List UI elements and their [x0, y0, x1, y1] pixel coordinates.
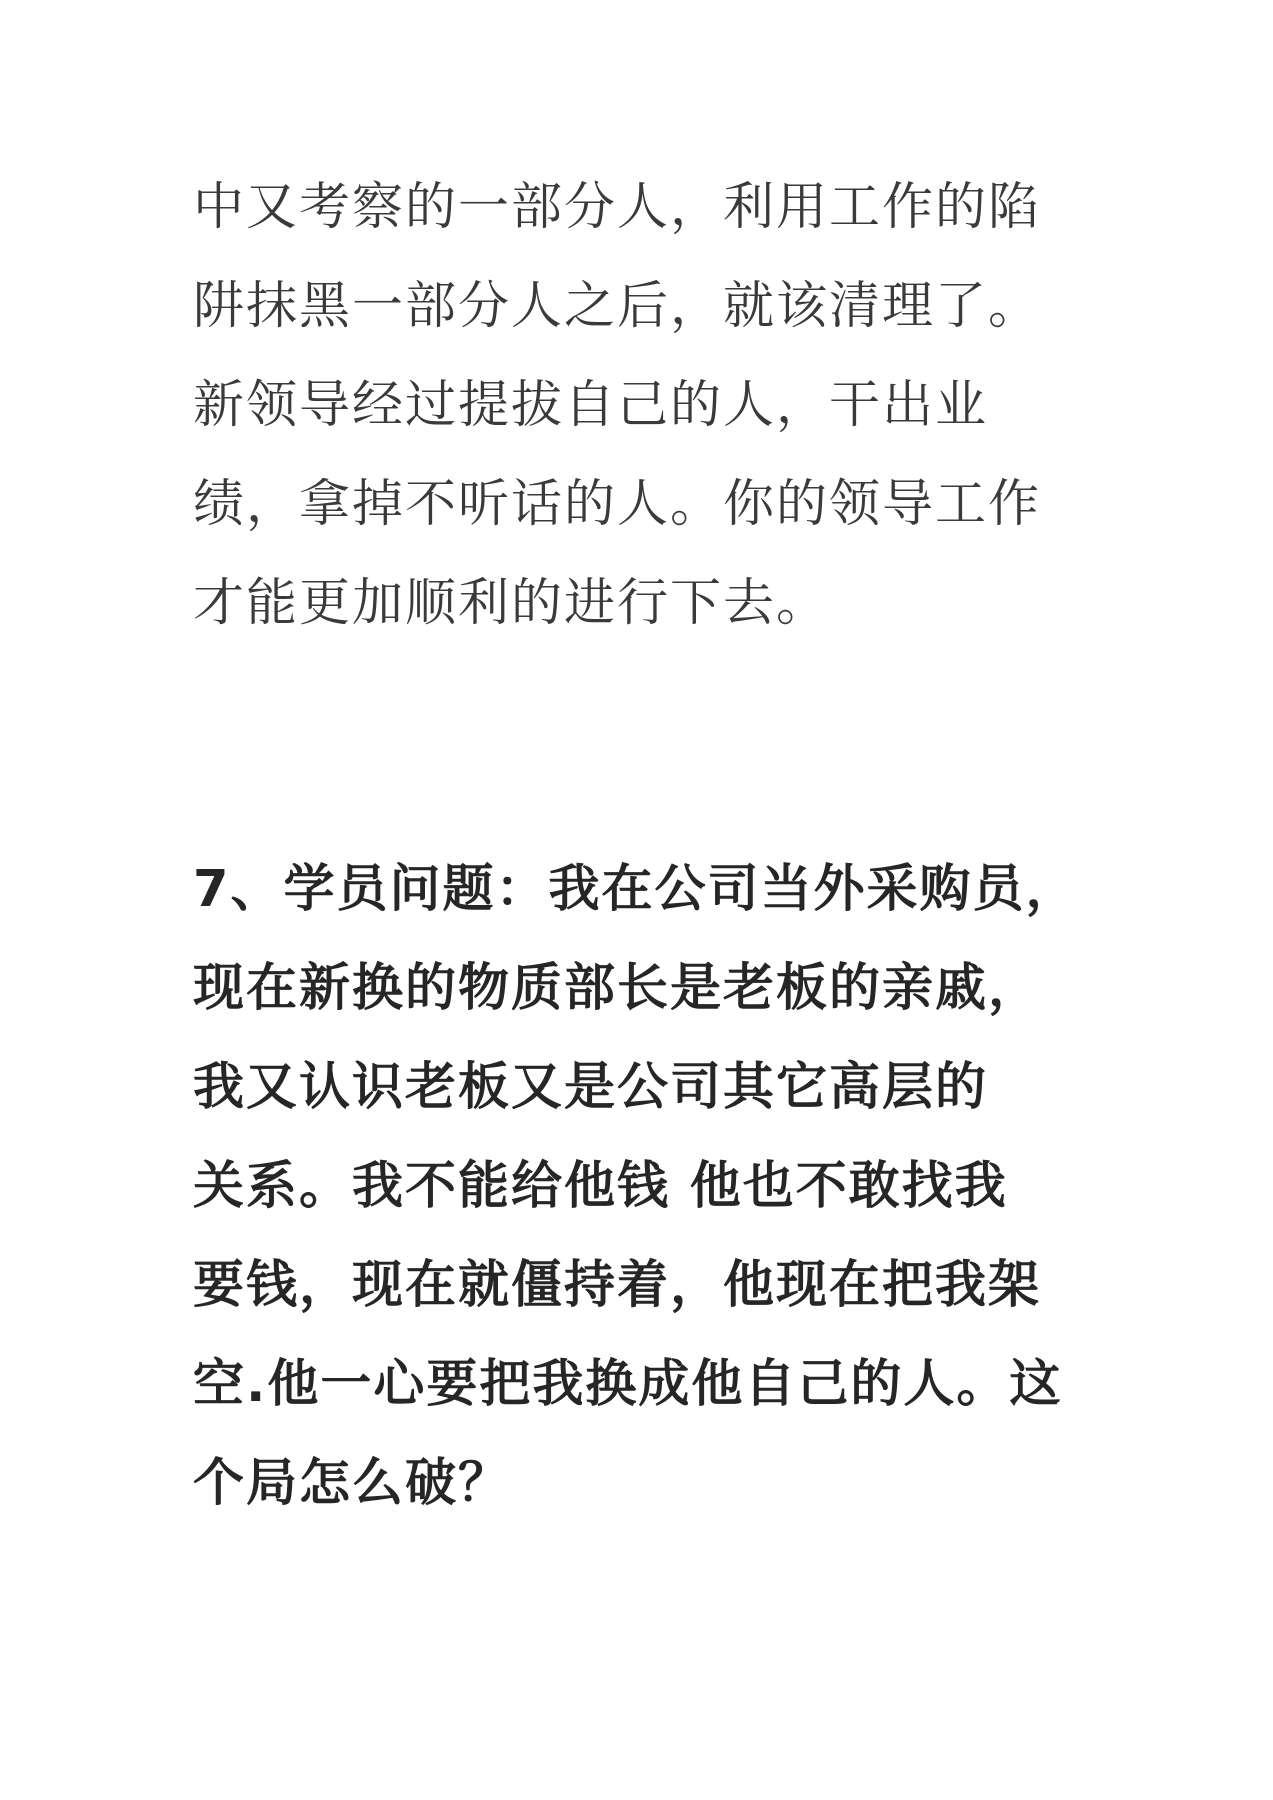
question-line: 关系。我不能给他钱 他也不敢找我: [193, 1157, 1008, 1216]
question-line: 个局怎么破？: [193, 1454, 512, 1513]
question-line: 7、学员问题：我在公司当外采购员，: [193, 860, 1079, 919]
question-paragraph: [193, 840, 1093, 1533]
text-line: 绩，拿掉不听话的人。你的领导工作: [193, 475, 1042, 534]
question-line: 我又认识老板又是公司其它高层的: [193, 1058, 989, 1117]
text-line: 新领导经过提拔自己的人，干出业: [193, 376, 989, 435]
body-paragraph: [193, 158, 1093, 653]
question-line: 要钱，现在就僵持着，他现在把我架: [193, 1256, 1042, 1315]
text-line: 中又考察的一部分人，利用工作的陷: [193, 178, 1042, 237]
text-line: 才能更加顺利的进行下去。: [193, 574, 830, 633]
question-line: 现在新换的物质部长是老板的亲戚，: [193, 959, 1042, 1018]
question-line: 空.他一心要把我换成他自己的人。这: [193, 1355, 1063, 1414]
text-line: 阱抹黑一部分人之后，就该清理了。: [193, 277, 1042, 336]
